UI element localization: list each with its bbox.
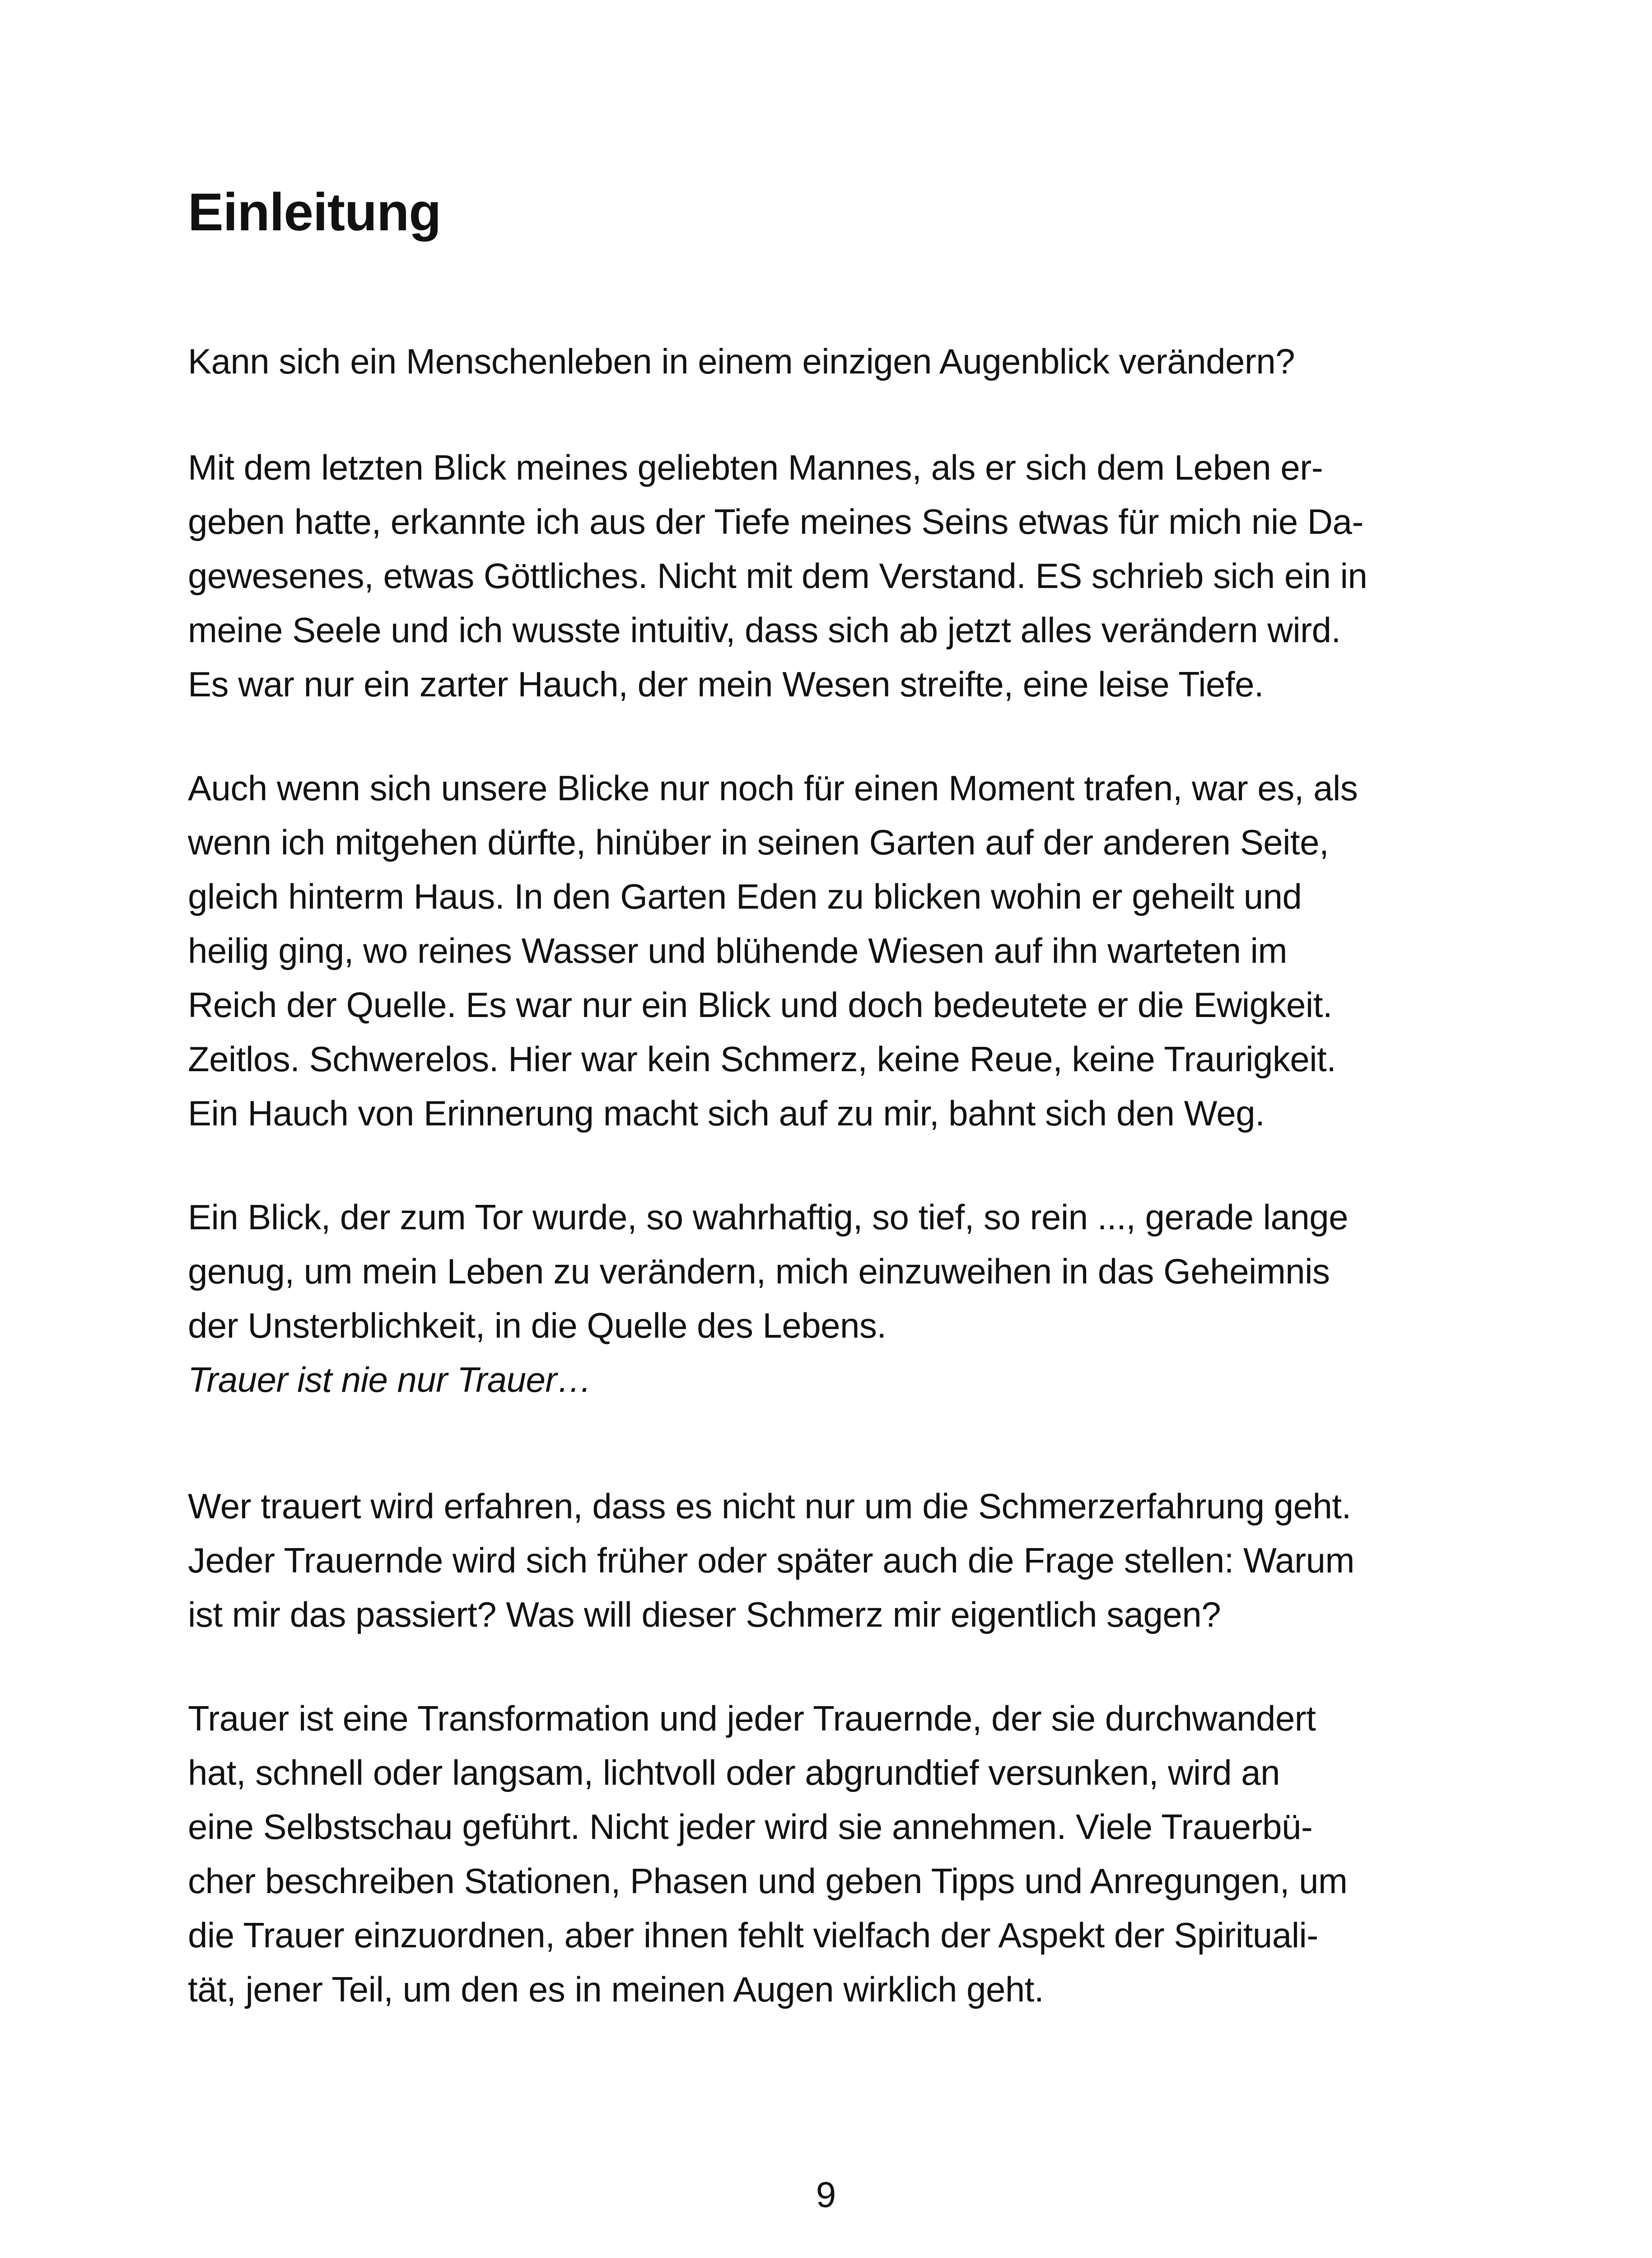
text-line: Ein Hauch von Erinnerung macht sich auf zu mir, bahnt sich den Weg. bbox=[188, 1093, 1265, 1133]
text-line: Zeitlos. Schwerelos. Hier war kein Schmerz, keine Reue, keine Traurigkeit. bbox=[188, 1039, 1336, 1079]
text-line: Es war nur ein zarter Hauch, der mein Wesen streifte, eine leise Tiefe. bbox=[188, 664, 1264, 704]
text-line: Reich der Quelle. Es war nur ein Blick und doch bedeutete er die Ewigkeit. bbox=[188, 985, 1333, 1025]
text-line: der Unsterblichkeit, in die Quelle des Lebens. bbox=[188, 1306, 887, 1345]
text-line: Wer trauert wird erfahren, dass es nicht nur um die Schmerzerfahrung geht. bbox=[188, 1486, 1351, 1526]
text-line: gleich hinterm Haus. In den Garten Eden zu blicken wohin er geheilt und bbox=[188, 877, 1302, 916]
text-line: Kann sich ein Menschenleben in einem einzigen Augenblick verändern? bbox=[188, 341, 1295, 381]
text-line: ist mir das passiert? Was will dieser Schmerz mir eigentlich sagen? bbox=[188, 1595, 1221, 1634]
text-line: geben hatte, erkannte ich aus der Tiefe meines Seins etwas für mich nie Da- bbox=[188, 502, 1363, 541]
text-line: gewesenes, etwas Göttliches. Nicht mit dem Verstand. ES schrieb sich ein in bbox=[188, 556, 1367, 596]
text-line: Ein Blick, der zum Tor wurde, so wahrhaftig, so tief, so rein ..., gerade lange bbox=[188, 1197, 1349, 1237]
text-line: Trauer ist eine Transformation und jeder Trauernde, der sie durchwandert bbox=[188, 1698, 1316, 1738]
text-line: tät, jener Teil, um den es in meinen Augen wirklich geht. bbox=[188, 1969, 1044, 2009]
text-line: cher beschreiben Stationen, Phasen und geben Tipps und Anregungen, um bbox=[188, 1861, 1348, 1901]
text-line: Auch wenn sich unsere Blicke nur noch für einen Moment trafen, war es, als bbox=[188, 768, 1358, 808]
text-line: heilig ging, wo reines Wasser und blühende Wiesen auf ihn warteten im bbox=[188, 931, 1287, 970]
text-line: eine Selbstschau geführt. Nicht jeder wird sie annehmen. Viele Trauerbü- bbox=[188, 1807, 1313, 1847]
text-line: meine Seele und ich wusste intuitiv, dass sich ab jetzt alles verändern wird. bbox=[188, 610, 1341, 650]
text-line: genug, um mein Leben zu verändern, mich einzuweihen in das Geheimnis bbox=[188, 1251, 1330, 1291]
text-line: Jeder Trauernde wird sich früher oder später auch die Frage stellen: Warum bbox=[188, 1540, 1355, 1580]
text-line: Mit dem letzten Blick meines geliebten Mannes, als er sich dem Leben er- bbox=[188, 448, 1323, 487]
text-line: hat, schnell oder langsam, lichtvoll oder abgrundtief versunken, wird an bbox=[188, 1753, 1280, 1792]
page-number: 9 bbox=[816, 2174, 836, 2215]
text-line: die Trauer einzuordnen, aber ihnen fehlt vielfach der Aspekt der Spirituali- bbox=[188, 1915, 1318, 1955]
chapter-heading: Einleitung bbox=[188, 182, 441, 242]
italic-text-line: Trauer ist nie nur Trauer… bbox=[188, 1360, 592, 1400]
text-line: wenn ich mitgehen dürfte, hinüber in seinen Garten auf der anderen Seite, bbox=[188, 822, 1329, 862]
